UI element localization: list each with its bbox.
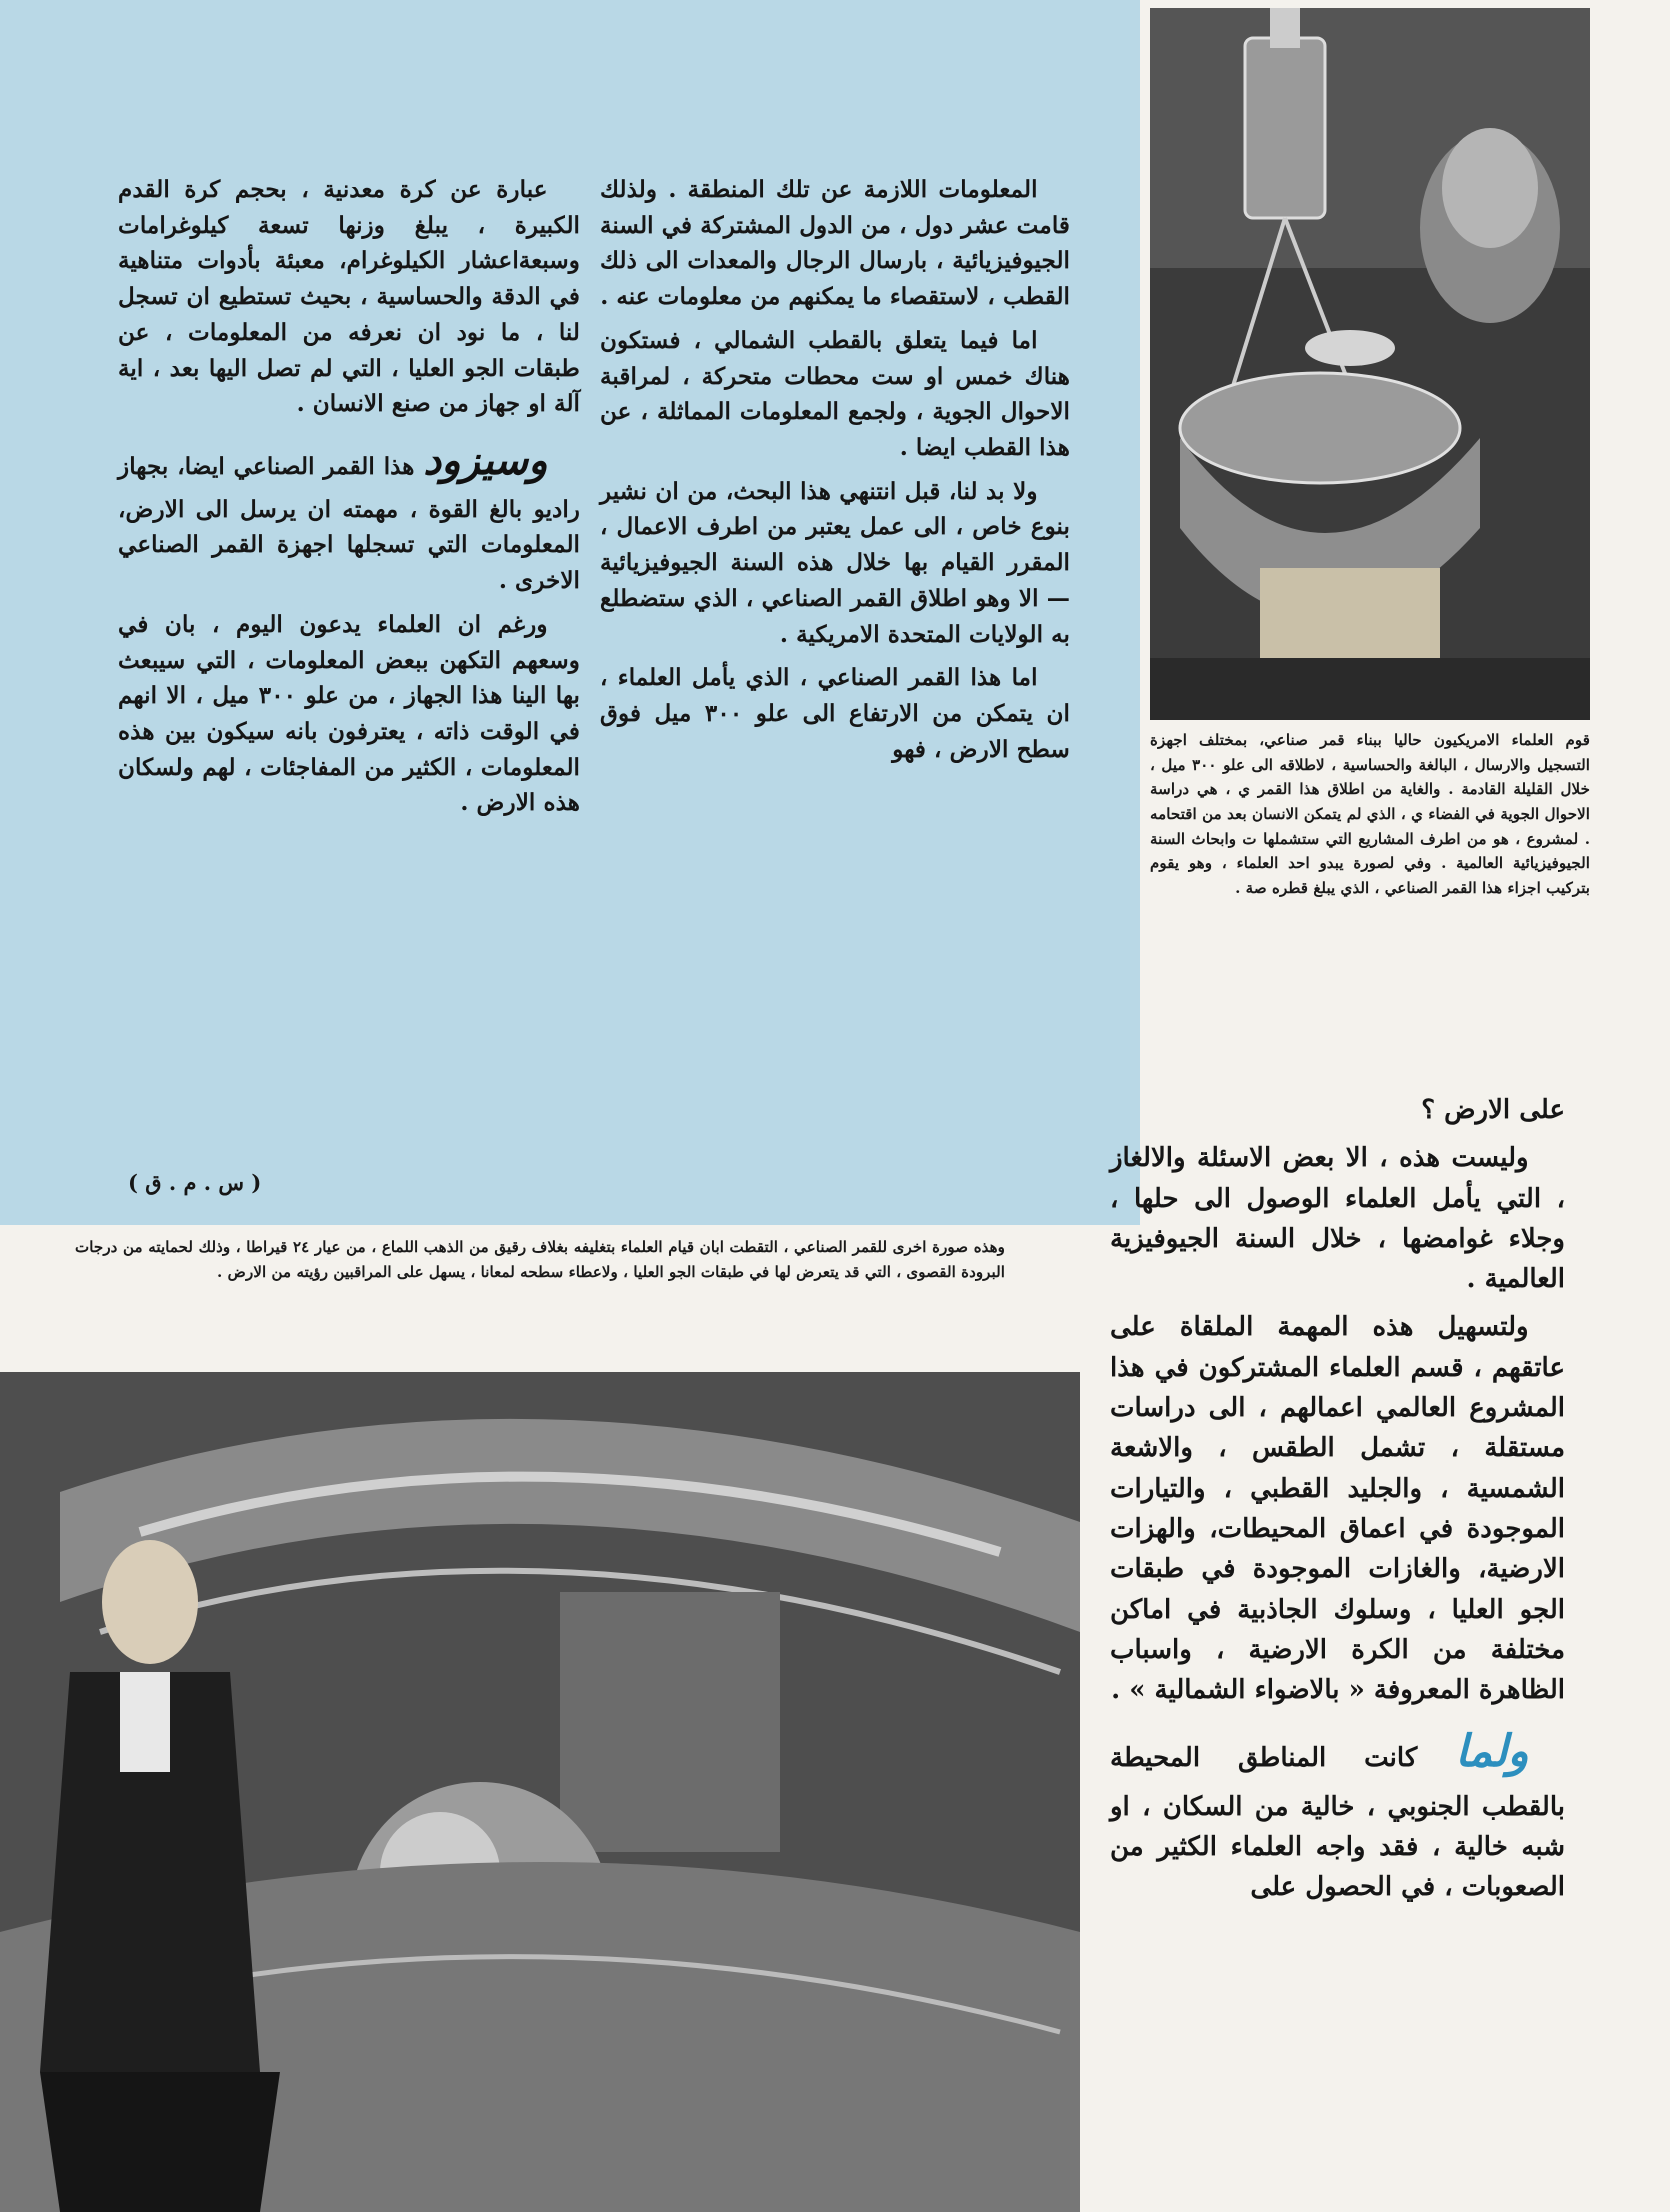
- paragraph-text: هذا القمر الصناعي ايضا، بجهاز راديو بالغ القوة ، مهمته ان يرسل الى الارض، المعلومات التي تسجلها اجهزة القمر الصناعي الاخرى .: [118, 453, 580, 595]
- drop-word: وسيزود: [423, 437, 548, 485]
- paragraph: [1110, 1718, 1565, 1907]
- drop-word: ولما: [1455, 1726, 1529, 1778]
- satellite-sphere-photo: [0, 1372, 1080, 2212]
- paragraph: على الارض ؟: [1421, 1095, 1565, 1125]
- paragraph: عبارة عن كرة معدنية ، بحجم كرة القدم الكبيرة ، يبلغ وزنها تسعة كيلوغرامات وسبعةاعشار الكيلوغرام، معبئة بأدوات متناهية في الدقة والحساسية ، بحيث تستطيع ان تسجل لنا ، ما نود ان نعرفه من المعلومات ، عن طبقات الجو العليا ، التي لم تصل اليها بعد ، اية آلة او جهاز من صنع الانسان .: [118, 176, 580, 418]
- paragraph: المعلومات اللازمة عن تلك المنطقة . ولذلك قامت عشر دول ، من الدول المشتركة في السنة الجيوفيزيائية ، بارسال الرجال والمعدات الى ذلك القطب ، لاستقصاء ما يمكنهم من معلومات عنه .: [600, 176, 1070, 311]
- paragraph: ولا بد لنا، قبل انتنهي هذا البحث، من ان نشير بنوع خاص ، الى عمل يعتبر من اطرف الاعمال ، المقرر القيام بها خلال هذه السنة الجيوفيزيائية — الا وهو اطلاق القمر الصناعي ، الذي ستضطلع به الولايات المتحدة الامريكية .: [600, 477, 1070, 648]
- paragraph: [118, 430, 580, 599]
- bottom-photo-caption: وهذه صورة اخرى للقمر الصناعي ، التقطت ابان قيام العلماء بتغليفه بغلاف رقيق من الذهب اللماع ، من عيار ٢٤ قيراطا ، وذلك لحمايته من درجات البرودة القصوى ، التي قد يتعرض لها في طبقات الجو العليا ، ولاعطاء سطحه لمعانا ، يسهل على المراقبين رؤيته من الارض .: [75, 1238, 1005, 1281]
- article-column-right: [600, 172, 1070, 776]
- top-photo-caption: قوم العلماء الامريكيون حاليا ببناء قمر صناعي، بمختلف اجهزة التسجيل والارسال ، البالغة والحساسية ، لاطلاقه الى علو ٣٠٠ ميل ، خلال القليلة القادمة . والغاية من اطلاق هذا القمر ي ، هي دراسة الاحوال الجوية في الفضاء ي ، الذي لم يتمكن الانسان بعد من اقتحامه . لمشروع ، هو من اطرف المشاريع التي ستشملها ت وابحاث السنة الجيوفيزيائية العالمية . وفي لصورة يبدو احد العلماء ، وهو يقوم بتركيب اجزاء هذا القمر الصناعي ، الذي يبلغ قطره صة .: [1150, 731, 1590, 897]
- paragraph: ورغم ان العلماء يدعون اليوم ، بان في وسعهم التكهن ببعض المعلومات ، التي سيبعث بها الينا هذا الجهاز ، من علو ٣٠٠ ميل ، الا انهم في الوقت ذاته ، يعترفون بانه سيكون بين هذه المعلومات ، الكثير من المفاجئات ، لهم ولسكان هذه الارض .: [118, 610, 581, 817]
- satellite-assembly-photo: [1150, 8, 1590, 720]
- article-column-lower-right: [1110, 1090, 1565, 1916]
- paragraph-text: كانت المناطق المحيطة بالقطب الجنوبي ، خالية من السكان ، او شبه خالية ، فقد واجه العلماء الكثير من الصعوبات ، في الحصول على: [1110, 1743, 1565, 1903]
- article-column-left: [118, 172, 580, 829]
- paragraph: اما فيما يتعلق بالقطب الشمالي ، فستكون هناك خمس او ست محطات متحركة ، لمراقبة الاحوال الجوية ، ولجمع المعلومات المماثلة ، عن هذا القطب ايضا .: [600, 326, 1070, 462]
- author-signature: ( س . م . ق ): [128, 1170, 262, 1195]
- paragraph: وليست هذه ، الا بعض الاسئلة والالغاز ، التي يأمل العلماء الوصول الى حلها ، وجلاء غوامضها ، خلال السنة الجيوفيزية العالمية .: [1110, 1143, 1565, 1295]
- paragraph: ولتسهيل هذه المهمة الملقاة على عاتقهم ، قسم العلماء المشتركون في هذا المشروع العالمي اعمالهم ، الى دراسات مستقلة ، تشمل الطقس ، والاشعة الشمسية ، والجليد القطبي ، والتيارات الموجودة في اعماق المحيطات، والهزات الارضية، والغازات الموجودة في طبقات الجو العليا ، وسلوك الجاذبية في اماكن مختلفة من الكرة الارضية ، واسباب الظاهرة المعروفة « بالاضواء الشمالية » .: [1110, 1312, 1565, 1706]
- paragraph: اما هذا القمر الصناعي ، الذي يأمل العلماء ، ان يتمكن من الارتفاع الى علو ٣٠٠ ميل فوق سطح الارض ، فهو: [600, 664, 1070, 763]
